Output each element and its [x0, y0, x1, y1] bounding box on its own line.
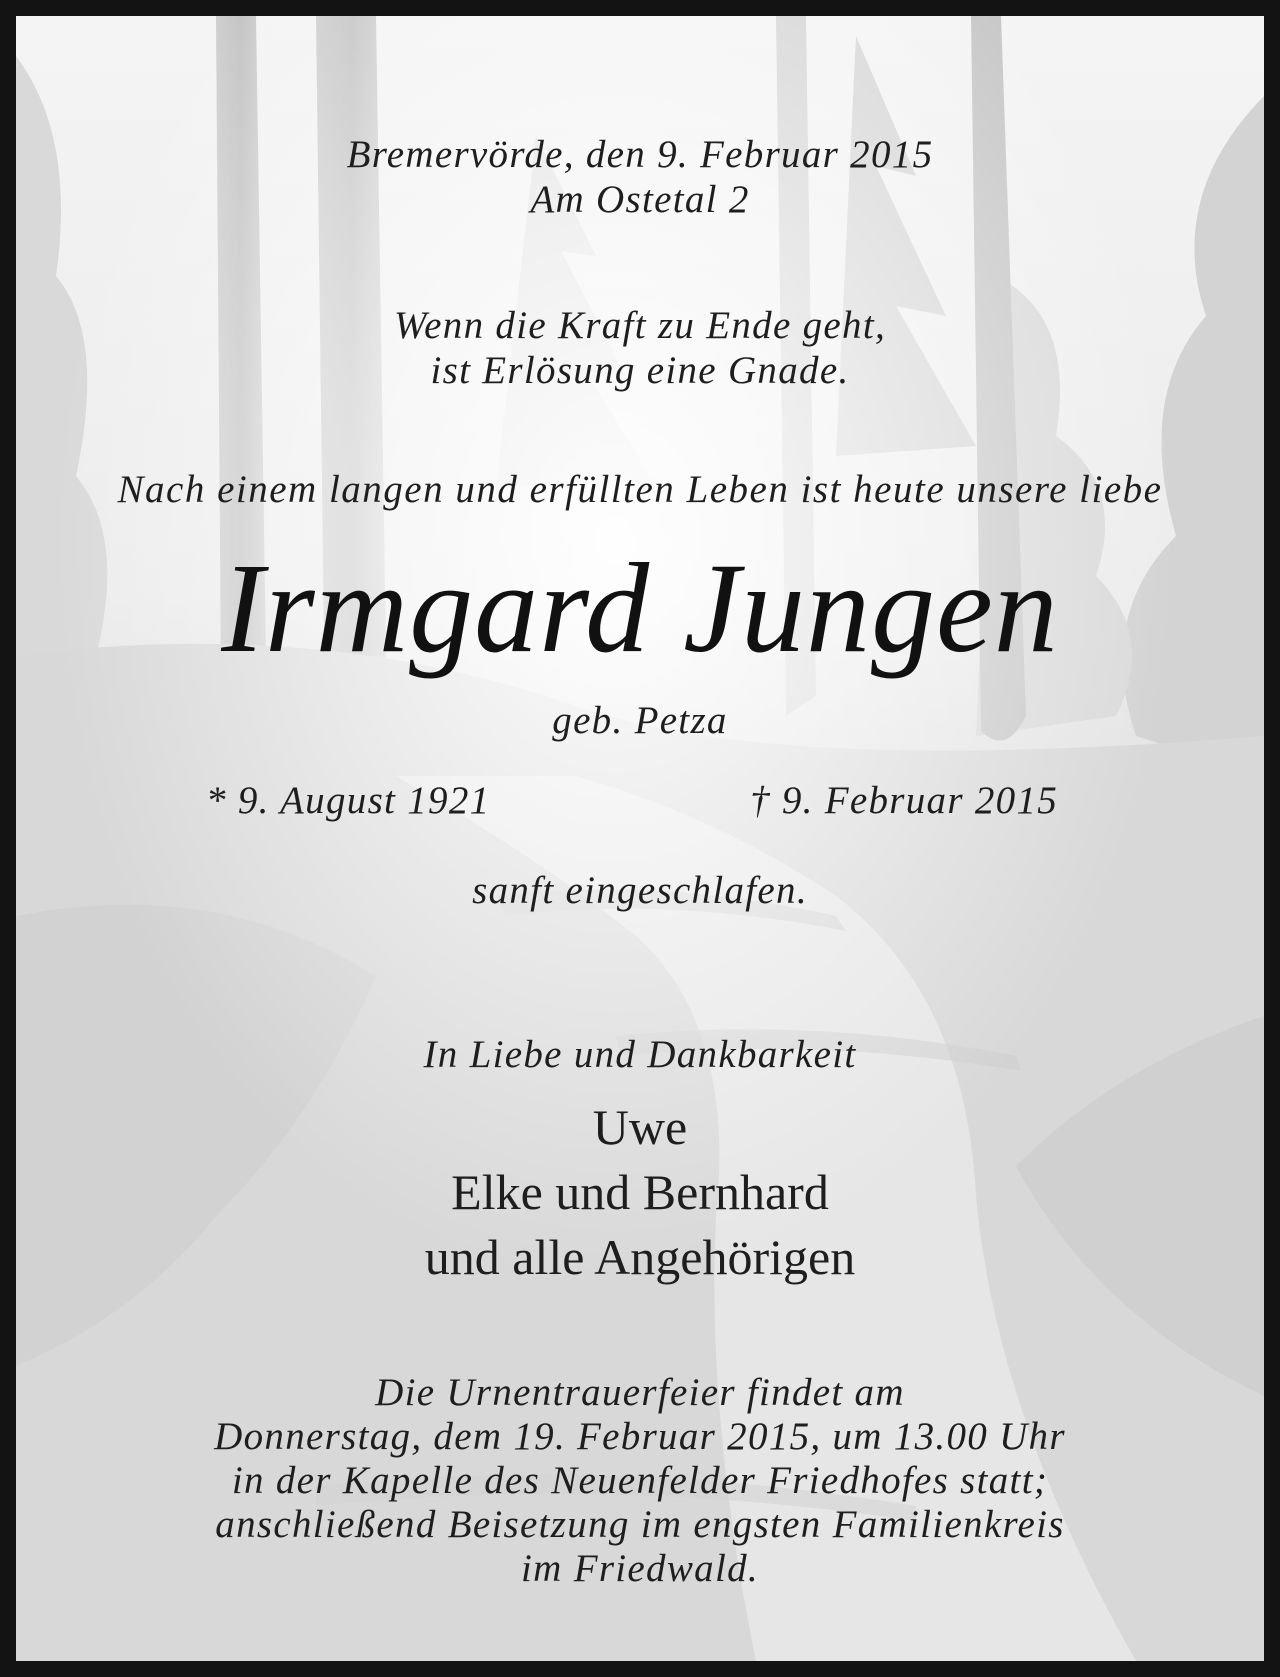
ceremony-line-2: Donnerstag, dem 19. Februar 2015, um 13.00 Uhr [214, 1415, 1066, 1458]
birth-name: geb. Petza [552, 699, 728, 742]
mourner-2: Elke und Bernhard [451, 1164, 829, 1220]
ceremony-line-5: im Friedwald. [521, 1547, 759, 1590]
motto-line-1: Wenn die Kraft zu Ende geht, [393, 304, 887, 347]
birth-date: * 9. August 1921 [206, 779, 491, 822]
deceased-name: Irmgard Jungen [221, 537, 1059, 679]
intro-text: Nach einem langen und erfüllten Leben ist heute unsere liebe [117, 468, 1163, 511]
farewell-text: In Liebe und Dankbarkeit [423, 1033, 857, 1076]
mourner-3: und alle Angehörigen [424, 1229, 856, 1285]
place-date: Bremervörde, den 9. Februar 2015 [346, 133, 934, 176]
ceremony-line-4: anschließend Beisetzung im engsten Familienkreis [215, 1503, 1065, 1546]
mourner-1: Uwe [592, 1099, 688, 1155]
death-date: † 9. Februar 2015 [750, 779, 1059, 822]
notice-text [16, 16, 1264, 1661]
address: Am Ostetal 2 [530, 178, 750, 221]
motto-line-2: ist Erlösung eine Gnade. [430, 349, 850, 392]
ceremony-line-1: Die Urnentrauerfeier findet am [375, 1371, 905, 1414]
closing-text: sanft eingeschlafen. [472, 869, 808, 912]
ceremony-line-3: in der Kapelle des Neuenfelder Friedhofes statt; [231, 1459, 1049, 1502]
